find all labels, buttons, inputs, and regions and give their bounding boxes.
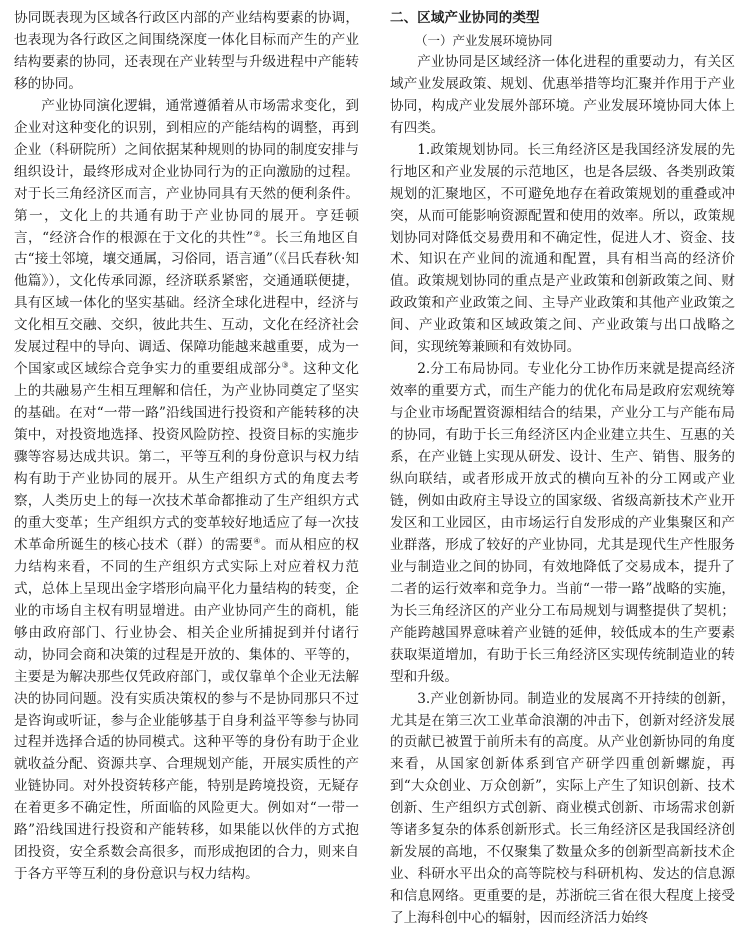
paragraph: 1.政策规划协同。长三角经济区是我国经济发展的先行地区和产业发展的示范地区，也是各层级、各类别政策规划的汇聚地区，不可避免地存在着政策规划的重叠或冲突，从而可能影响资源配置和使用的效率。所以，政策规划协同对降低交易费用和不确定性，促进人才、资金、技术、知识在产业间的流通和配置，具有相当高的经济价值。政策规划协同的重点是产业政策和创新政策之间、财政政策和产业政策之间、主导产业政策和其他产业政策之间、产业政策和区域政策之间、产业政策与出口战略之间，实现统筹兼顾和有效协同。 (390, 141, 735, 356)
paragraph: 2.分工布局协同。专业化分工协作历来就是提高经济效率的重要方式，而生产能力的优化布局是政府宏观统筹与企业市场配置资源相结合的结果，产业分工与产能布局的协同，有助于长三角经济区内企业建立共生、互惠的关系，在产业链上实现从研发、设计、生产、销售、服务的纵向联结，或者形成开放式的横向互补的分工网或产业链，例如由政府主导设立的国家级、省级高新技术产业开发区和工业园区，由市场运行自发形成的产业集聚区和产业群落，形成了较好的产业协同，尤其是现代生产性服务业与制造业之间的协同，有效地降低了交易成本，提升了二者的运行效率和竞争力。当前“一带一路”战略的实施，为长三角经济区的产业分工布局规划与调整提供了契机；产能跨越国界意味着产业链的延伸，较低成本的生产要素获取渠道增加，有助于长三角经济区实现传统制造业的转型和升级。 (390, 361, 735, 685)
text-run: 。长三角地区自古“接土邻境，壤交通属，习俗同，语言通”（《吕氏春秋·知他篇》），文化传承同源，经济联系紧密，交通通联便捷，具有区域一体化的坚实基础。经济全球化进程中，经济与文化相互交融、交织，彼此共生、互动，文化在经济社会发展过程中的导向、调适、保障功能越来越重要，成为一个国家或区域综合竞争实力的重要组成部分 (14, 229, 360, 378)
text-run: 产业协同演化逻辑，通常遵循着从市场需求变化，到企业对这种变化的识别，到相应的产能结构的调整，再到企业（科研院所）之间依据某种规则的协同的制度安排与组织设计，最终形成对企业协同行为的正向激励的过程。对于长三角经济区而言，产业协同具有天然的便利条件。第一，文化上的共通有助于产业协同的展开。亨廷顿言，“经济合作的根源在于文化的共性” (14, 97, 359, 246)
left-column (14, 8, 359, 886)
section-title: 二、区域产业协同的类型 (390, 10, 540, 26)
right-column (390, 8, 735, 930)
paragraph (14, 96, 359, 886)
text-run: 。而从相应的权力结构来看，不同的生产组织方式实际上对应着权力范式，总体上呈现出金字塔形向扁平化力量结构的转变，企业的市场自主权有明显增进。由产业协同产生的商机，能够由政府部门、行业协会、相关企业所捕捉到并付诸行动，协同会商和决策的过程是开放的、集体的、平等的，主要是为解决那些仅凭政府部门，或仅靠单个企业无法解决的协同问题。没有实质决策权的参与不是协同那只不过是咨询或听证，参与企业能够基于自身利益平等参与协同过程并选择合适的协同模式。这种平等的身份有助于企业就收益分配、资源共享、合理规划产能，开展实质性的产业链协同。对外投资转移产能，特别是跨境投资，无疑存在着更多不确定性，所面临的风险更大。例如对“一带一路”沿线国进行投资和产能转移，如果能以伙伴的方式抱团投资，安全系数会高很多，而形成抱团的合力，则来自于各方平等互利的身份意识与权力结构。 (14, 536, 360, 883)
paragraph: 协同既表现为区域各行政区内部的产业结构要素的协调，也表现为各行政区之间围绕深度一体化目标而产生的产业结构要素的协同，还表现在产业转型与升级进程中产能转移的协同。 (14, 10, 359, 92)
paragraph: 3.产业创新协同。制造业的发展离不开持续的创新，尤其是在第三次工业革命浪潮的冲击下，创新对经济发展的贡献已被置于前所未有的高度。从产业创新协同的角度来看，从国家创新体系到官产研学四重创新螺旋，再到“大众创业、万众创新”，实际上产生了知识创新、技术创新、生产组织方式创新、商业模式创新、市场需求创新等诸多复杂的体系创新形式。长三角经济区是我国经济创新发展的高地，不仅聚集了数量众多的创新型高新技术企业、科研水平出众的高等院校与科研机构、发达的信息源和信息网络。更重要的是，苏浙皖三省在很大程度上接受了上海科创中心的辐射，因而经济活力始终 (390, 690, 735, 927)
footnote-marker: ② (253, 229, 262, 238)
footnote-marker: ③ (281, 360, 290, 370)
paragraph: 产业协同是区域经济一体化进程的重要动力，有关区域产业发展政策、规划、优惠举措等均汇聚并作用于产业协同，构成产业发展外部环境。产业发展环境协同大体上有四类。 (390, 53, 735, 136)
text-run: 。这种文化上的共融易产生相互理解和信任，为产业协同奠定了坚实的基础。在对“一带一路”沿线国进行投资和产能转移的决策中，对投资地选择、投资风险防控、投资目标的实施步骤等容易达成共识。第二，平等互利的身份意识与权力结构有助于产业协同的展开。从生产组织方式的角度去考察，人类历史上的每一次技术革命都推动了生产组织方式的重大变革；生产组织方式的变革较好地适应了每一次技术革命所诞生的核心技术（群）的需要 (14, 361, 360, 553)
footnote-marker: ④ (253, 536, 261, 546)
subsection-title: （一）产业发展环境协同 (415, 32, 553, 48)
